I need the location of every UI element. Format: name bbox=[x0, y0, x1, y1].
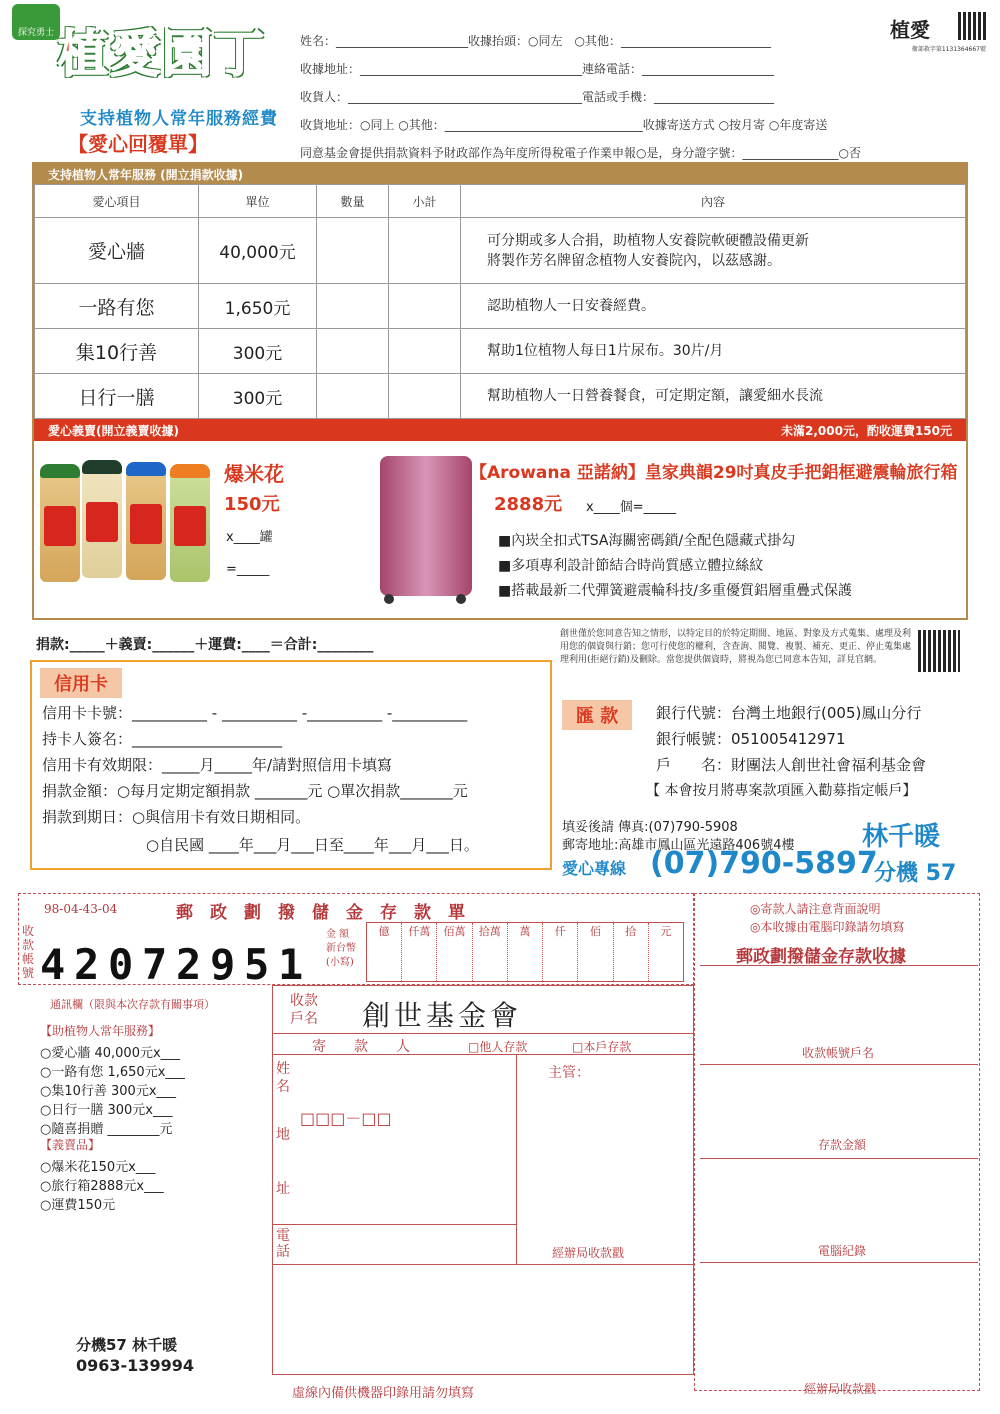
receipt-record-label: 電腦紀錄 bbox=[818, 1244, 867, 1258]
amount-grid[interactable] bbox=[366, 922, 684, 982]
card-number-field[interactable]: 信用卡卡號：__________ - __________ -__________ -__________ bbox=[42, 704, 468, 722]
order-item[interactable]: ○隨喜捐贈 ________元 bbox=[40, 1122, 173, 1137]
row-unit: 300元 bbox=[199, 329, 317, 374]
suitcase-price: 2888元 bbox=[494, 494, 563, 515]
remittance-note: 【 本會按月將專案款項匯入勸募指定帳戶】 bbox=[646, 783, 917, 799]
donation-amount-field[interactable]: 捐款金額：○每月定期定額捐款 _______元 ○單次捐款_______元 bbox=[42, 782, 468, 800]
popcorn-price: 150元 bbox=[224, 494, 280, 515]
subtotal-cell[interactable] bbox=[389, 374, 461, 419]
comm-label: 通訊欄（限與本次存款有關事項） bbox=[50, 998, 215, 1011]
sender-phone-label[interactable]: 電 話 bbox=[276, 1228, 290, 1260]
digit: 7 bbox=[142, 940, 168, 989]
qty-cell[interactable] bbox=[317, 218, 389, 284]
sender-name-label[interactable]: 姓 名 bbox=[276, 1061, 290, 1095]
amount-unit: 仟萬 bbox=[402, 923, 437, 981]
suitcase-qty-field[interactable]: x____個=_____ bbox=[586, 500, 677, 515]
other-deposit-checkbox[interactable]: □他人存款 bbox=[468, 1040, 528, 1054]
account-holder: 戶 名：財團法人創世社會福利基金會 bbox=[656, 756, 927, 774]
self-deposit-checkbox[interactable]: □本戶存款 bbox=[572, 1040, 632, 1054]
shipping-note: 未滿2,000元，酌收運費150元 bbox=[780, 424, 952, 438]
row-desc: 可分期或多人合捐，助植物人安養院軟硬體設備更新 將製作芳名牌留念植物人安養院內，以茲感謝。 bbox=[461, 218, 966, 284]
sale-item[interactable]: ○爆米花150元x___ bbox=[40, 1160, 156, 1175]
recipient-field[interactable]: 收貨人：_______________________________________電話或手機：____________________ bbox=[300, 90, 775, 104]
divider bbox=[272, 1224, 516, 1225]
row-item: 日行一膳 bbox=[35, 374, 199, 419]
postal-code: 98-04-43-04 bbox=[44, 902, 118, 916]
suitcase-image bbox=[380, 456, 472, 596]
suitcase-name: 【Arowana 亞諾納】皇家典韻29吋真皮手把鋁框避震輪旅行箱 bbox=[470, 463, 958, 483]
notice-back: ◎寄款人請注意背面說明 bbox=[750, 902, 881, 916]
popcorn-name: 爆米花 bbox=[224, 462, 284, 486]
tax-consent-field[interactable]: 同意基金會提供捐款資料予財政部作為年度所得稅電子作業申報○是，身分證字號：________________○否 bbox=[300, 146, 861, 160]
logo-title: 植愛園丁 bbox=[58, 25, 266, 83]
divider bbox=[700, 1158, 978, 1159]
digit: 9 bbox=[210, 940, 236, 989]
row-item: 愛心牆 bbox=[35, 218, 199, 284]
receipt-address-field[interactable]: 收據地址：_____________________________________連絡電話：______________________ bbox=[300, 62, 775, 76]
hotline-ext: 分機 57 bbox=[874, 861, 957, 886]
divider bbox=[272, 1264, 694, 1265]
sender-address-label[interactable]: 地 址 bbox=[276, 1127, 290, 1197]
bank-account: 銀行帳號：051005412971 bbox=[656, 730, 846, 748]
service-table bbox=[34, 184, 966, 419]
payee-name: 創世基金會 bbox=[362, 999, 523, 1032]
divider bbox=[700, 965, 978, 966]
dashed-note: 虛線內備供機器印錄用請勿填寫 bbox=[292, 1386, 475, 1401]
sale-item[interactable]: ○運費150元 bbox=[40, 1198, 116, 1213]
order-item[interactable]: ○一路有您 1,650元x___ bbox=[40, 1065, 185, 1080]
bank-code: 銀行代號：台灣土地銀行(005)鳳山分行 bbox=[656, 704, 922, 722]
digit: 2 bbox=[176, 940, 202, 989]
brand-name: 植愛 bbox=[890, 18, 930, 42]
amount-unit: 萬 bbox=[508, 923, 543, 981]
card-expiry-field[interactable]: 信用卡有效期限：_____月_____年/請對照信用卡填寫 bbox=[42, 756, 393, 774]
table-header-row bbox=[35, 185, 966, 218]
digit: 5 bbox=[244, 940, 270, 989]
divider bbox=[700, 1262, 978, 1263]
account-digits bbox=[40, 940, 312, 989]
order-item[interactable]: ○愛心牆 40,000元x___ bbox=[40, 1046, 181, 1061]
credit-card-tag: 信用卡 bbox=[40, 668, 122, 698]
digit: 4 bbox=[40, 940, 66, 989]
row-desc: 幫助植物人一日營養餐食，可定期定額，讓愛細水長流 bbox=[461, 374, 966, 419]
zip-boxes[interactable]: □□□－□□ bbox=[300, 1109, 392, 1128]
digit: 0 bbox=[108, 940, 134, 989]
account-label: 收款帳號 bbox=[22, 924, 35, 980]
wheel-icon bbox=[456, 594, 466, 604]
popcorn-jar-image bbox=[170, 464, 210, 582]
order-title: 【助植物人常年服務】 bbox=[40, 1024, 161, 1038]
receipt-title: 郵政劃撥儲金存款收據 bbox=[736, 947, 906, 967]
row-desc: 認助植物人一日安養經費。 bbox=[461, 284, 966, 329]
amount-unit: 億 bbox=[367, 923, 402, 981]
notice-computer: ◎本收據由電腦印錄請勿填寫 bbox=[750, 920, 905, 934]
row-unit: 300元 bbox=[199, 374, 317, 419]
col-unit: 單位 bbox=[199, 185, 317, 218]
donation-end-field[interactable]: 捐款到期日：○與信用卡有效日期相同。 bbox=[42, 808, 311, 826]
subtotal-cell[interactable] bbox=[389, 329, 461, 374]
contact-name: 林千暖 bbox=[862, 822, 941, 852]
postal-title: 郵 政 劃 撥 儲 金 存 款 單 bbox=[176, 903, 465, 923]
total-line[interactable]: 捐款:_____＋義賣:______＋運費:____＝合計:________ bbox=[36, 637, 374, 653]
name-field[interactable]: 姓名：______________________收據抬頭：○同左 ○其他：_________________________ bbox=[300, 34, 771, 48]
row-desc: 幫助1位植物人每日1片尿布。30片/月 bbox=[461, 329, 966, 374]
divider bbox=[272, 1033, 694, 1034]
col-item: 愛心項目 bbox=[35, 185, 199, 218]
qr-code-icon bbox=[958, 12, 986, 40]
subtotal-cell[interactable] bbox=[389, 284, 461, 329]
popcorn-total-field[interactable]: =_____ bbox=[226, 562, 270, 577]
remittance-tag: 匯 款 bbox=[562, 700, 632, 730]
licence-number: 衛部救字第1131364667號 bbox=[911, 46, 986, 53]
sender-label: 寄 款 人 bbox=[312, 1039, 410, 1055]
order-item[interactable]: ○集10行善 300元x___ bbox=[40, 1084, 177, 1099]
popcorn-jar-image bbox=[126, 462, 166, 580]
col-desc: 內容 bbox=[461, 185, 966, 218]
col-subtotal: 小計 bbox=[389, 185, 461, 218]
table-row bbox=[35, 284, 966, 329]
reply-form-title: 【愛心回覆單】 bbox=[68, 132, 208, 156]
wheel-icon bbox=[384, 594, 394, 604]
digit: 2 bbox=[74, 940, 100, 989]
qty-cell[interactable] bbox=[317, 284, 389, 329]
receipt-office-stamp: 經辦局收款戳 bbox=[804, 1382, 877, 1396]
mail-address: 郵寄地址:高雄市鳳山區光遠路406號4樓 bbox=[562, 838, 795, 853]
row-item: 集10行善 bbox=[35, 329, 199, 374]
suitcase-feature: ■內崁全扣式TSA海關密碼鎖/全配色隱藏式掛勾 bbox=[498, 533, 796, 549]
popcorn-jar-image bbox=[82, 460, 122, 578]
cardholder-signature-field[interactable]: 持卡人簽名：____________________ bbox=[42, 730, 283, 748]
office-stamp-label: 經辦局收款戳 bbox=[552, 1246, 625, 1260]
amount-label: 金 額 新台幣 (小寫) bbox=[326, 929, 356, 968]
payee-label: 收款 戶名 bbox=[290, 993, 318, 1027]
sale-bar bbox=[34, 419, 966, 441]
divider bbox=[516, 1054, 517, 1264]
supervisor-label: 主管： bbox=[548, 1065, 590, 1081]
table-row bbox=[35, 374, 966, 419]
suitcase-feature: ■搭載最新二代彈簧避震輪科技/多重優質鋁層重疊式保護 bbox=[498, 583, 852, 599]
hotline-number[interactable]: (07)790-5897 bbox=[650, 846, 878, 881]
receipt-payee-label: 收款帳號戶名 bbox=[802, 1046, 875, 1060]
delivery-address-field[interactable]: 收貨地址：○同上 ○其他：_________________________________收據寄送方式 ○按月寄 ○年度寄送 bbox=[300, 118, 828, 132]
qty-cell[interactable] bbox=[317, 374, 389, 419]
subtotal-cell[interactable] bbox=[389, 218, 461, 284]
mobile-number: 0963-139994 bbox=[76, 1356, 194, 1375]
donation-period-field[interactable]: ○自民國 ____年___月___日至____年___月___日。 bbox=[146, 836, 479, 854]
row-item: 一路有您 bbox=[35, 284, 199, 329]
row-unit: 40,000元 bbox=[199, 218, 317, 284]
amount-unit: 元 bbox=[660, 925, 672, 938]
hotline-label: 愛心專線 bbox=[562, 859, 627, 878]
suitcase-feature: ■多項專利設計節結合時尚質感立體拉絲紋 bbox=[498, 558, 764, 574]
sale-item[interactable]: ○旅行箱2888元x___ bbox=[40, 1179, 164, 1194]
col-qty: 數量 bbox=[317, 185, 389, 218]
table-row bbox=[35, 329, 966, 374]
amount-unit: 佰萬 bbox=[437, 923, 472, 981]
extension-name: 分機57 林千暖 bbox=[76, 1336, 178, 1354]
order-item[interactable]: ○日行一膳 300元x___ bbox=[40, 1103, 173, 1118]
sale-bar-label: 愛心義賣(開立義賣收據) bbox=[48, 424, 179, 438]
logo-subtitle: 支持植物人常年服務經費 bbox=[80, 109, 278, 129]
popcorn-jar-image bbox=[40, 464, 80, 582]
digit: 1 bbox=[278, 940, 304, 989]
qr-code-icon bbox=[918, 630, 960, 672]
service-bar: 支持植物人常年服務 (開立捐款收據) bbox=[34, 164, 966, 184]
amount-unit: 佰 bbox=[578, 923, 613, 981]
qty-cell[interactable] bbox=[317, 329, 389, 374]
row-unit: 1,650元 bbox=[199, 284, 317, 329]
popcorn-qty-field[interactable]: x____罐 bbox=[226, 530, 273, 545]
table-row bbox=[35, 218, 966, 284]
sale-title: 【義賣品】 bbox=[40, 1138, 101, 1152]
amount-unit: 拾萬 bbox=[473, 923, 508, 981]
receipt-amount-label: 存款金額 bbox=[818, 1138, 867, 1152]
amount-unit: 拾 bbox=[614, 923, 649, 981]
divider bbox=[700, 1064, 978, 1065]
divider bbox=[272, 1054, 694, 1055]
privacy-notice: 創世僅於您同意告知之情形，以特定目的於特定期間、地區、對象及方式蒐集、處理及利用您的個資與行銷；您可行使您的權利，含查詢、閱覽、複製、補充、更正、停止蒐集處理利用(拒絕行銷)及刪除。當您提供個資時，將視為您已同意本告知，詳見官網。 bbox=[560, 629, 912, 665]
amount-unit: 仟 bbox=[543, 923, 578, 981]
fax-info: 填妥後請 傳真:(07)790-5908 bbox=[562, 820, 738, 835]
mini-logo: 探究勇士 bbox=[12, 4, 60, 40]
